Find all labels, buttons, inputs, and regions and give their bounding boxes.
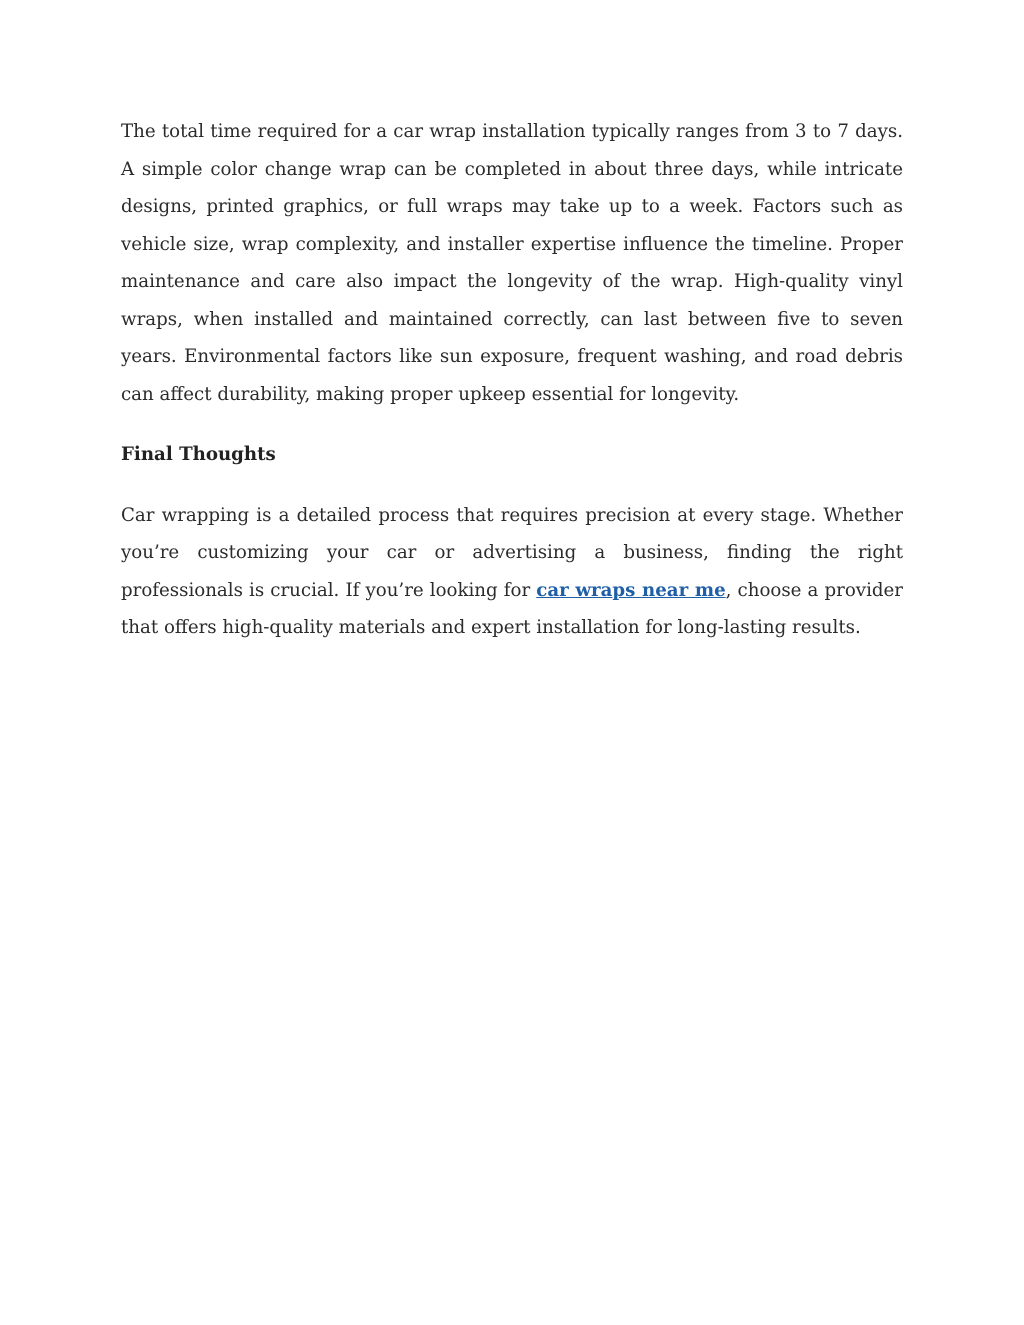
section-heading-final-thoughts: Final Thoughts (121, 444, 276, 465)
document-body (121, 113, 903, 647)
car-wraps-near-me-link[interactable]: car wraps near me (536, 579, 726, 601)
paragraph-text-before-link: Car wrapping is a detailed process that requires precision at every stage. Whether you’re customizing your car or advertising a business, finding the right professionals is crucial. If you’re looking for (121, 504, 903, 601)
paragraph-final-thoughts (121, 497, 903, 647)
paragraph-text-after-link: , choose a provider that offers high-quality materials and expert installation for long-lasting results. (121, 579, 903, 638)
paragraph-installation-time: The total time required for a car wrap installation typically ranges from 3 to 7 days. A simple color change wrap can be completed in about three days, while intricate designs, printed graphics, or full wraps may take up to a week. Factors such as vehicle size, wrap complexity, and installer expertise influence the timeline. Proper maintenance and care also impact the longevity of the wrap. High-quality vinyl wraps, when installed and maintained correctly, can last between five to seven years. Environmental factors like sun exposure, frequent washing, and road debris can affect durability, making proper upkeep essential for longevity. (121, 121, 903, 405)
